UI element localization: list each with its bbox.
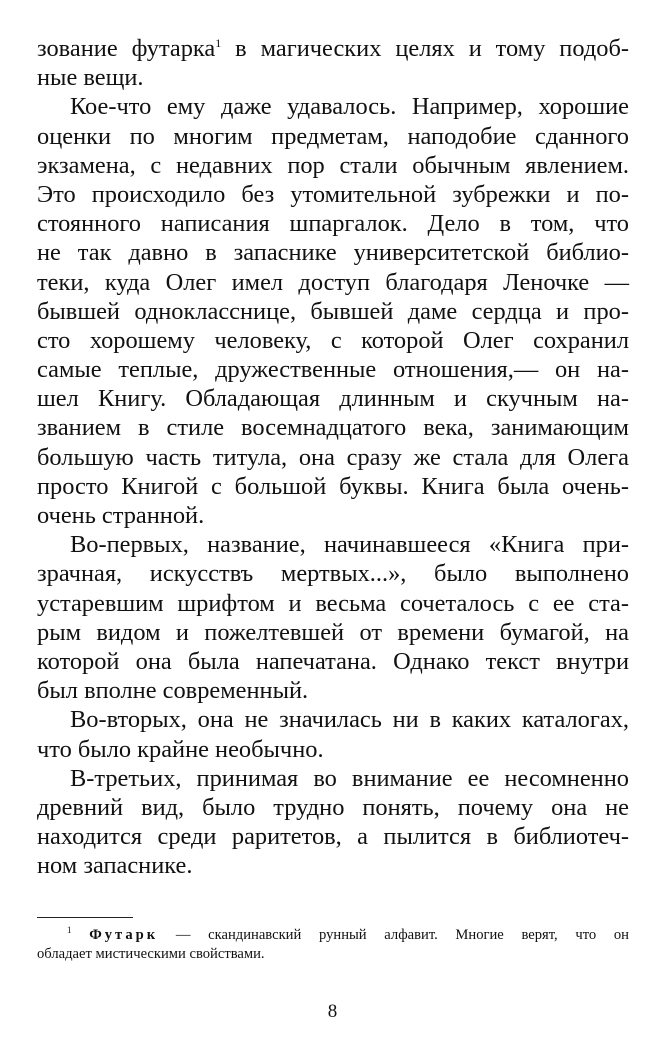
text-line: находится среди раритетов, а пылится в библиотеч- — [37, 823, 629, 851]
paragraph-start-line: Во-вторых, она не значилась ни в каких каталогах, — [70, 706, 629, 734]
footnote — [37, 926, 629, 964]
footnote-reference: 1 — [215, 36, 222, 50]
text-line: рым видом и пожелтевшей от времени бумагой, на — [37, 618, 629, 646]
text-line: оценки по многим предметам, наподобие сданного — [37, 122, 629, 150]
text-line: просто Книгой с большой буквы. Книга была очень- — [37, 472, 629, 500]
text-line: зрачная, искусствъ мертвых...», было выполнено — [37, 560, 629, 588]
text-line: не так давно в запаснике университетской библио- — [37, 239, 629, 267]
text-line: теки, куда Олег имел доступ благодаря Леночке — — [37, 268, 629, 296]
text-line: что было крайне необычно. — [37, 735, 324, 763]
text-line: шел Книгу. Обладающая длинным и скучным на- — [37, 385, 629, 413]
paragraph-start-line: Кое-что ему даже удавалось. Например, хорошие — [70, 93, 629, 121]
text-line: Это происходило без утомительной зубрежки и по- — [37, 180, 629, 208]
text-line: званием в стиле восемнадцатого века, занимающим — [37, 414, 629, 442]
text-line: ном запаснике. — [37, 852, 193, 880]
text-line: древний вид, было трудно понять, почему она не — [37, 793, 629, 821]
text-line: сто хорошему человеку, с которой Олег сохранил — [37, 326, 629, 354]
text-line: стоянного написания шпаргалок. Дело в том, что — [37, 210, 629, 238]
text-line: устаревшим шрифтом и весьма сочеталось с ее ста- — [37, 589, 629, 617]
text-line: которой она была напечатана. Однако текст внутри — [37, 647, 629, 675]
footnote-term: Футарк — [89, 927, 159, 943]
paragraph-start-line: В-третьих, принимая во внимание ее несомненно — [70, 764, 629, 792]
footnote-marker: 1 — [67, 925, 72, 935]
footnote-line: $^1$ Футарк — скандинавский рунный алфавит. Многие верят, что он — [67, 925, 629, 943]
text-line: ные вещи. — [37, 64, 144, 92]
text-line: был вполне современный. — [37, 677, 309, 705]
page-number: 8 — [327, 1001, 338, 1022]
text-line: бывшей однокласснице, бывшей даме сердца и про- — [37, 297, 629, 325]
text-line: зование футарка$^1$ в магических целях и тому подоб- — [37, 35, 629, 62]
text-line: самые теплые, дружественные отношения,— он на- — [37, 356, 629, 384]
footnote-line: обладает мистическими свойствами. — [37, 946, 265, 962]
text-line: большую часть титула, она сразу же стала для Олега — [37, 443, 629, 471]
main-text — [37, 34, 629, 880]
text-line: очень странной. — [37, 502, 205, 529]
footnote-divider — [37, 917, 133, 918]
text-line: экзамена, с недавних пор стали обычным явлением. — [37, 151, 629, 179]
paragraph-start-line: Во-первых, название, начинавшееся «Книга при- — [70, 531, 629, 559]
